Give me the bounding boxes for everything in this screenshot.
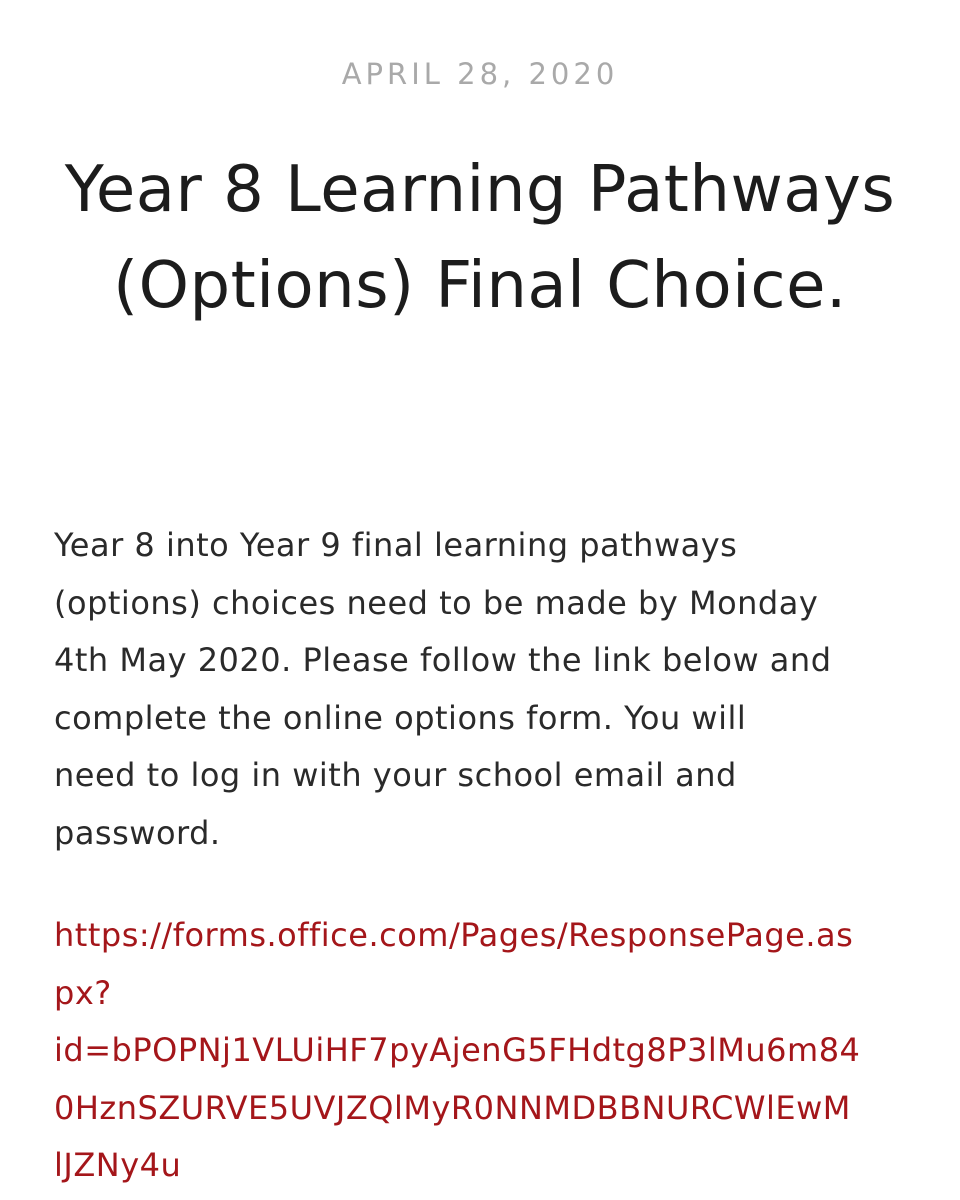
options-form-link-line: lJZNy4u [54,1146,182,1184]
post-body [54,517,914,862]
options-form-link-line: px? [54,973,112,1012]
post-body-line: password. [54,813,221,852]
options-form-link-line: 0HznSZURVE5UVJZQlMyR0NNMDBBNURCWlEwM [54,1088,851,1127]
post-body-line: Year 8 into Year 9 final learning pathways [54,526,738,564]
post-body-line: (options) choices need to be made by Monday [54,583,819,622]
options-form-link-line: https://forms.office.com/Pages/ResponsePage.as [54,916,854,954]
post-date: APRIL 28, 2020 [341,57,619,91]
options-form-link[interactable] [54,907,934,1195]
post-body-line: complete the online options form. You will [54,698,747,737]
post-body-line: need to log in with your school email and [54,756,737,794]
options-form-link-line: id=bPOPNj1VLUiHF7pyAjenG5FHdtg8P3lMu6m84 [54,1031,861,1069]
post-body-line: 4th May 2020. Please follow the link below and [54,641,832,679]
post-title: Year 8 Learning Pathways (Options) Final Choice. [64,153,896,323]
